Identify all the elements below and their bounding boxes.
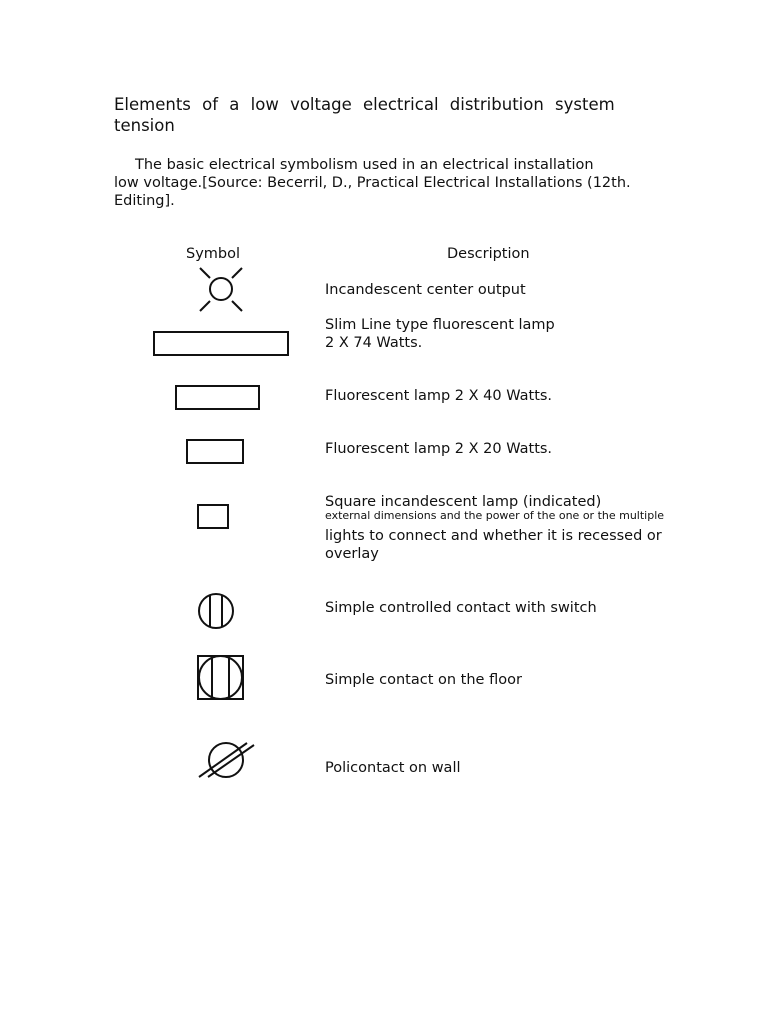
floor-contact-icon (198, 656, 243, 699)
intro-line-2: low voltage.[Source: Becerril, D., Practical Electrical Installations (12th. (114, 175, 631, 191)
title-line-2: tension (114, 116, 175, 135)
description-line: Fluorescent lamp 2 X 40 Watts. (325, 388, 553, 404)
description-line: Slim Line type fluorescent lamp (325, 317, 555, 333)
description-line: Simple controlled contact with switch (325, 600, 597, 616)
square-incandescent-lamp-icon (198, 505, 228, 528)
description-line: 2 X 74 Watts. (325, 335, 423, 351)
fluorescent-lamp-2x20-icon (187, 440, 243, 463)
intro-line-1: The basic electrical symbolism used in an electrical installation (135, 157, 594, 173)
description-line: Incandescent center output (325, 282, 526, 298)
wall-policontact-icon (199, 743, 254, 777)
description-line: overlay (325, 546, 379, 562)
description-line: Fluorescent lamp 2 X 20 Watts. (325, 441, 553, 457)
symbol-column-header: Symbol (186, 246, 241, 262)
title-line-1: Elements of a low voltage electrical distribution system (114, 95, 615, 114)
slim-line-fluorescent-lamp-icon (154, 332, 288, 355)
switched-contact-icon (199, 594, 233, 628)
description-column-header: Description (447, 246, 530, 262)
fluorescent-lamp-2x40-icon (176, 386, 259, 409)
description-line-small: external dimensions and the power of the one or the multiple (325, 509, 665, 522)
description-line: Square incandescent lamp (indicated) (325, 494, 602, 510)
incandescent-center-output-icon (200, 268, 242, 311)
description-line: lights to connect and whether it is recessed or (325, 528, 662, 544)
description-line: Simple contact on the floor (325, 672, 522, 688)
description-line: Policontact on wall (325, 760, 461, 776)
intro-line-3: Editing]. (114, 193, 175, 209)
